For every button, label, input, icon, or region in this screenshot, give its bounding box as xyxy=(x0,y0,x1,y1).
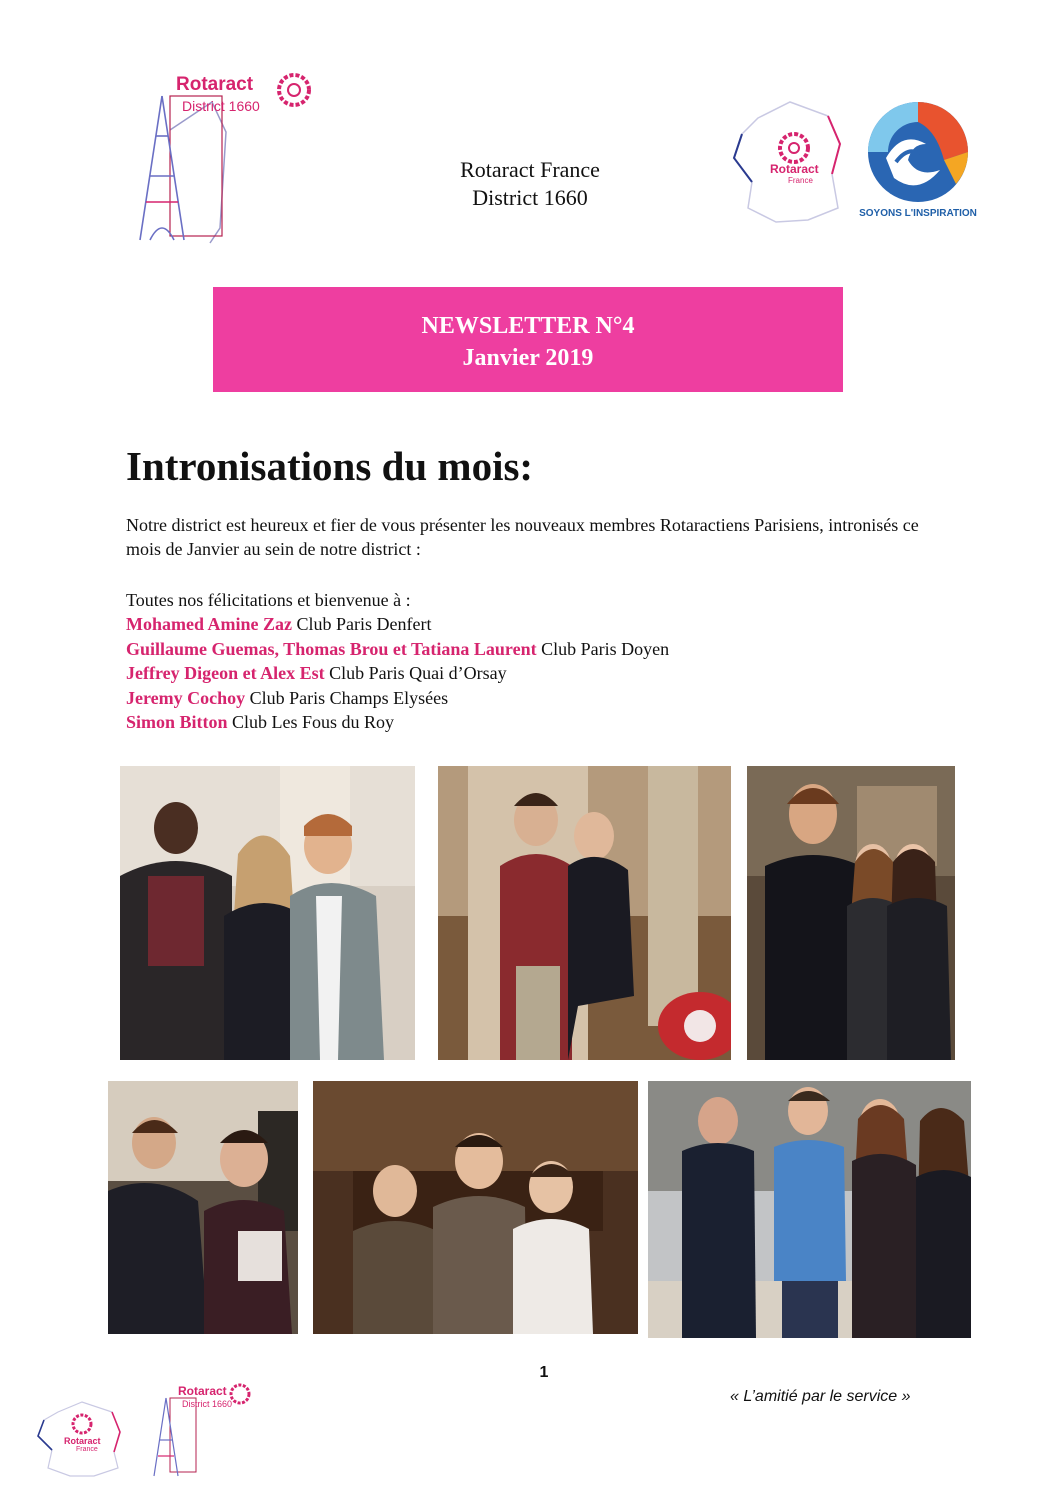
wave-emblem-icon xyxy=(856,100,980,206)
member-club: Club Paris Quai d’Orsay xyxy=(324,663,507,683)
member-names: Jeremy Cochoy xyxy=(126,687,246,708)
photo-induction-quai-orsay xyxy=(747,766,955,1060)
list-item xyxy=(126,637,926,662)
footer-rotaract-france-logo xyxy=(34,1398,126,1478)
brand-name: Rotaract xyxy=(770,162,819,176)
member-list xyxy=(126,612,926,735)
photo-induction-doyen xyxy=(438,766,731,1060)
section-title: Intronisations du mois: xyxy=(126,443,534,489)
photo-induction-champs-elysees xyxy=(108,1081,298,1334)
france-map-icon xyxy=(728,96,846,226)
rotaract-france-logo xyxy=(728,96,846,226)
list-item xyxy=(126,686,926,711)
photo-induction-ceremony xyxy=(648,1081,971,1338)
welcome-line: Toutes nos félicitations et bienvenue à : xyxy=(126,590,411,610)
brand-name: Rotaract xyxy=(178,1384,227,1398)
page-number: 1 xyxy=(539,1364,549,1381)
footer-motto: « L’amitié par le service » xyxy=(730,1388,911,1405)
photo-induction-denfert xyxy=(120,766,415,1060)
country-name: France xyxy=(788,176,813,185)
newsletter-banner xyxy=(213,287,843,392)
photo-induction-fous-du-roy xyxy=(313,1081,638,1334)
header-line-2: District 1660 xyxy=(472,185,588,210)
intro-paragraph: Notre district est heureux et fier de vous présenter les nouveaux membres Rotaractiens Parisiens, intronisés ce mois de Janvier au sein de notre district : xyxy=(126,515,919,559)
member-names: Guillaume Guemas, Thomas Brou et Tatiana Laurent xyxy=(126,638,537,659)
header-title xyxy=(420,156,640,212)
member-club: Club Les Fous du Roy xyxy=(227,712,395,732)
list-item xyxy=(126,710,926,735)
theme-tagline: SOYONS L'INSPIRATION xyxy=(859,208,977,219)
brand-name: Rotaract xyxy=(64,1436,101,1446)
member-names: Mohamed Amine Zaz xyxy=(126,614,292,634)
member-names: Simon Bitton xyxy=(126,712,228,732)
theme-logo xyxy=(856,100,980,230)
country-name: France xyxy=(76,1446,98,1453)
header-line-1: Rotaract France xyxy=(460,157,600,182)
list-item xyxy=(126,612,926,637)
list-item xyxy=(126,661,926,686)
rotaract-district-logo xyxy=(120,68,320,248)
newsletter-date: Janvier 2019 xyxy=(462,345,594,371)
district-name: District 1660 xyxy=(182,1399,233,1409)
brand-name: Rotaract xyxy=(176,74,254,95)
member-club: Club Paris Denfert xyxy=(292,614,432,634)
district-name: District 1660 xyxy=(182,98,260,114)
newsletter-number: NEWSLETTER N°4 xyxy=(421,313,635,339)
member-club: Club Paris Doyen xyxy=(536,638,670,659)
footer-district-logo xyxy=(148,1382,258,1478)
member-club: Club Paris Champs Elysées xyxy=(245,687,449,708)
member-names: Jeffrey Digeon et Alex Est xyxy=(126,663,325,683)
